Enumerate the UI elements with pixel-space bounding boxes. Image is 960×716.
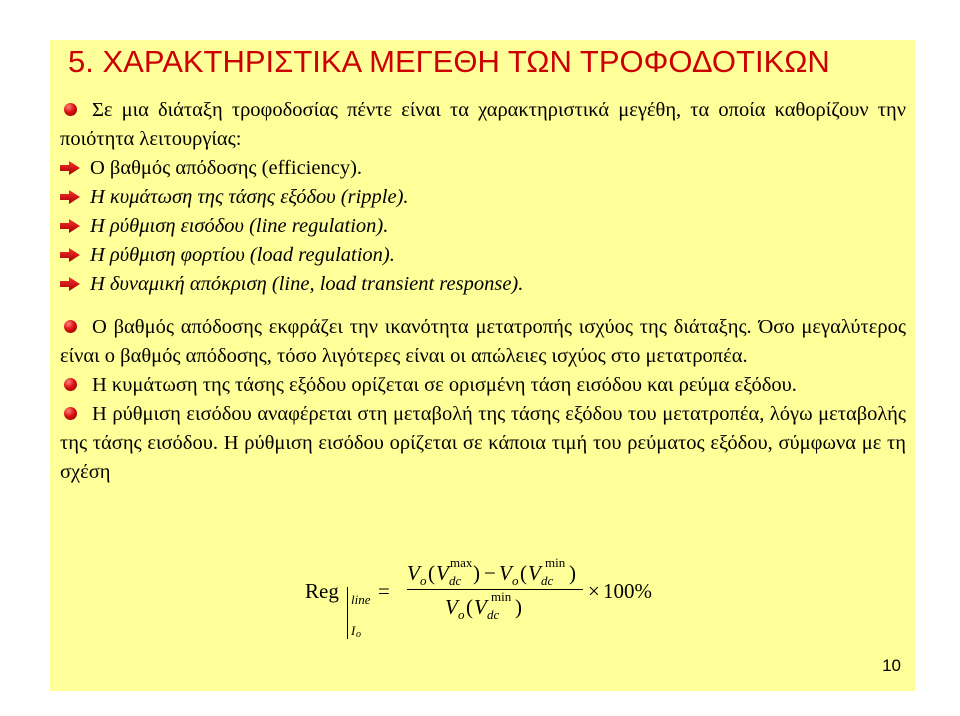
intro-text: Σε μια διάταξη τροφοδοσίας πέντε είναι τα χαρακτηριστικά μεγέθη, τα οποία καθορίζουν την ποιότητα λειτουργίας:	[60, 99, 906, 150]
formula-num-close2: )	[569, 561, 576, 585]
list-item: Η δυναμική απόκριση (line, load transient response).	[60, 270, 906, 299]
formula-times: ×	[588, 579, 600, 603]
formula-num-o1: o	[420, 573, 427, 588]
formula-num-min: min	[545, 555, 566, 570]
list-item: Ο βαθμός απόδοσης (efficiency).	[60, 154, 906, 183]
formula-reg: Reg	[305, 579, 339, 603]
arrow-right-icon	[60, 190, 80, 204]
formula-num-dc1: dc	[449, 573, 462, 588]
formula-den-v: V	[445, 595, 458, 619]
formula-num-v2dc: V	[528, 561, 541, 585]
efficiency-paragraph: Ο βαθμός απόδοσης εκφράζει την ικανότητα μετατροπής ισχύος της διάταξης. Όσο μεγαλύτερος είναι ο βαθμός απόδοσης, τόσο λιγότερες είναι οι απώλειες ισχύος στο μετατροπέα.	[60, 316, 906, 367]
bullet-icon	[64, 320, 77, 333]
line-regulation-formula	[305, 555, 685, 655]
formula-den-open: (	[466, 595, 473, 619]
formula-den-o: o	[458, 607, 465, 622]
intro-paragraph	[60, 96, 906, 154]
formula-sub-line: line	[351, 592, 371, 607]
arrow-right-icon	[60, 219, 80, 233]
formula-den-dc: dc	[487, 607, 500, 622]
formula-num-open1: (	[428, 561, 435, 585]
formula-num-v1dc: V	[436, 561, 449, 585]
formula-evaluation-bar	[347, 587, 348, 639]
arrow-right-icon	[60, 248, 80, 262]
formula-num-o2: o	[512, 573, 519, 588]
formula-num-open2: (	[520, 561, 527, 585]
bullet-icon	[64, 103, 77, 116]
formula-num-v1: V	[407, 561, 420, 585]
bullet-icon	[64, 378, 77, 391]
page-number: 10	[882, 656, 901, 675]
formula-minus: −	[484, 561, 496, 585]
list-item: Η κυμάτωση της τάσης εξόδου (ripple).	[60, 183, 906, 212]
formula-percent: 100%	[603, 579, 652, 603]
formula-num-dc2: dc	[541, 573, 554, 588]
slide-content	[60, 96, 906, 487]
list-item: Η ρύθμιση φορτίου (load regulation).	[60, 241, 906, 270]
list-item: Η ρύθμιση εισόδου (line regulation).	[60, 212, 906, 241]
formula-num-close1: )	[473, 561, 480, 585]
formula-sub-io-i: I	[351, 623, 356, 638]
arrow-right-icon	[60, 277, 80, 291]
spacer	[60, 299, 906, 313]
formula-den-close: )	[515, 595, 522, 619]
line-regulation-paragraph: Η ρύθμιση εισόδου αναφέρεται στη μεταβολή της τάσης εξόδου του μετατροπέα, λόγω μεταβολής της τάσης εισόδου. Η ρύθμιση εισόδου ορίζεται σε κάποια τιμή του ρεύματος εξόδου, σύμφωνα με τη σχέση	[60, 403, 906, 483]
formula-den-min: min	[491, 589, 512, 604]
formula-num-v2: V	[499, 561, 512, 585]
formula-den-vdc: V	[474, 595, 487, 619]
bullet-icon	[64, 407, 77, 420]
formula-equals: =	[378, 579, 390, 603]
arrow-right-icon	[60, 161, 80, 175]
slide-title: 5. ΧΑΡΑΚΤΗΡΙΣΤΙΚΑ ΜΕΓΕΘΗ ΤΩΝ ΤΡΟΦΟΔΟΤΙΚΩΝ	[68, 44, 830, 79]
ripple-paragraph: Η κυμάτωση της τάσης εξόδου ορίζεται σε ορισμένη τάση εισόδου και ρεύμα εξόδου.	[60, 371, 906, 400]
formula-num-max: max	[450, 555, 473, 570]
formula-sub-io-o: o	[356, 629, 361, 640]
